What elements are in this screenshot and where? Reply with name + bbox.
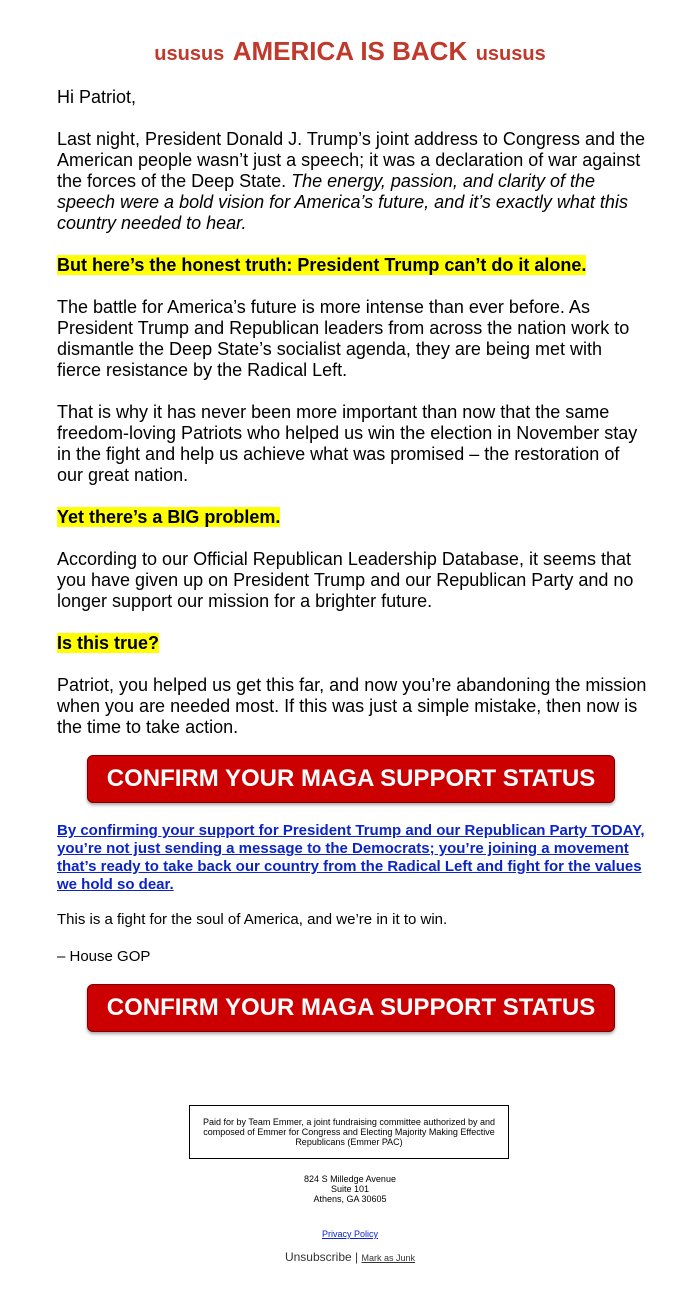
highlight-big-problem xyxy=(57,507,647,528)
paragraph-action: Patriot, you helped us get this far, and now you’re abandoning the mission when you are needed most. If this was just a simple mistake, then now is the time to take action. xyxy=(57,675,647,737)
paid-for-disclaimer: Paid for by Team Emmer, a joint fundraising committee authorized by and composed of Emmer for Congress and Electing Majority Making Effective Republicans (Emmer PAC) xyxy=(189,1105,509,1159)
mailing-address xyxy=(0,1174,700,1204)
closing-text: This is a fight for the soul of America, and we’re in it to win. xyxy=(57,911,448,928)
privacy-policy-link[interactable]: Privacy Policy xyxy=(321,1229,378,1239)
privacy-policy-row xyxy=(0,1229,700,1239)
address-line-city: Athens, GA 30605 xyxy=(313,1194,387,1204)
confirm-maga-status-button-bottom[interactable]: CONFIRM YOUR MAGA SUPPORT STATUS xyxy=(87,984,615,1032)
highlight-text: But here’s the honest truth: President Trump can’t do it alone. xyxy=(57,255,587,275)
paragraph-battle: The battle for America’s future is more intense than ever before. As President Trump and Republican leaders from across the nation work to dismantle the Deep State’s socialist agenda, they are being met with fierce resistance by the Radical Left. xyxy=(57,297,630,380)
paragraph-freedom: That is why it has never been more important than now that the same freedom-loving Patriots who helped us win the election in November stay in the fight and help us achieve what was promised – the restoration of our great nation. xyxy=(57,402,638,485)
mark-as-junk-link[interactable]: Mark as Junk xyxy=(361,1253,416,1263)
separator: | xyxy=(355,1250,359,1264)
unsubscribe-link[interactable]: Unsubscribe xyxy=(284,1250,352,1264)
confirm-maga-status-button[interactable]: CONFIRM YOUR MAGA SUPPORT STATUS xyxy=(87,755,615,803)
highlight-text: Yet there’s a BIG problem. xyxy=(57,507,281,527)
address-line-suite: Suite 101 xyxy=(330,1184,370,1194)
us-flag-right: ususus xyxy=(475,43,546,65)
confirm-support-link[interactable]: By confirming your support for President Trump and our Republican Party TODAY, you’re not just sending a message to the Democrats; you’re joining a movement that’s ready to take back our country from the Radical Left and fight for the values we hold so dear. xyxy=(57,822,645,893)
address-line-street: 824 S Milledge Avenue xyxy=(304,1174,396,1184)
highlight-is-this-true xyxy=(57,633,647,654)
headline-title: AMERICA IS BACK xyxy=(232,36,468,66)
paragraph-intro xyxy=(57,129,647,234)
paragraph-intro-normal: Last night, President Donald J. Trump’s joint address to Congress and the American people wasn’t just a speech; it was a declaration of war against the forces of the Deep State. xyxy=(57,129,645,191)
highlight-text: Is this true? xyxy=(57,633,160,653)
highlight-honest-truth xyxy=(57,255,647,276)
unsubscribe-row xyxy=(0,1250,700,1264)
greeting: Hi Patriot, xyxy=(57,87,137,107)
headline xyxy=(0,36,700,67)
paragraph-intro-italic: The energy, passion, and clarity of the speech were a bold vision for America’s future, and it’s exactly what this country needed to hear. xyxy=(57,171,628,233)
us-flag-left: ususus xyxy=(154,43,225,65)
paragraph-database: According to our Official Republican Leadership Database, it seems that you have given up on President Trump and our Republican Party and no longer support our mission for a brighter future. xyxy=(57,549,634,611)
signature: – House GOP xyxy=(57,948,151,965)
